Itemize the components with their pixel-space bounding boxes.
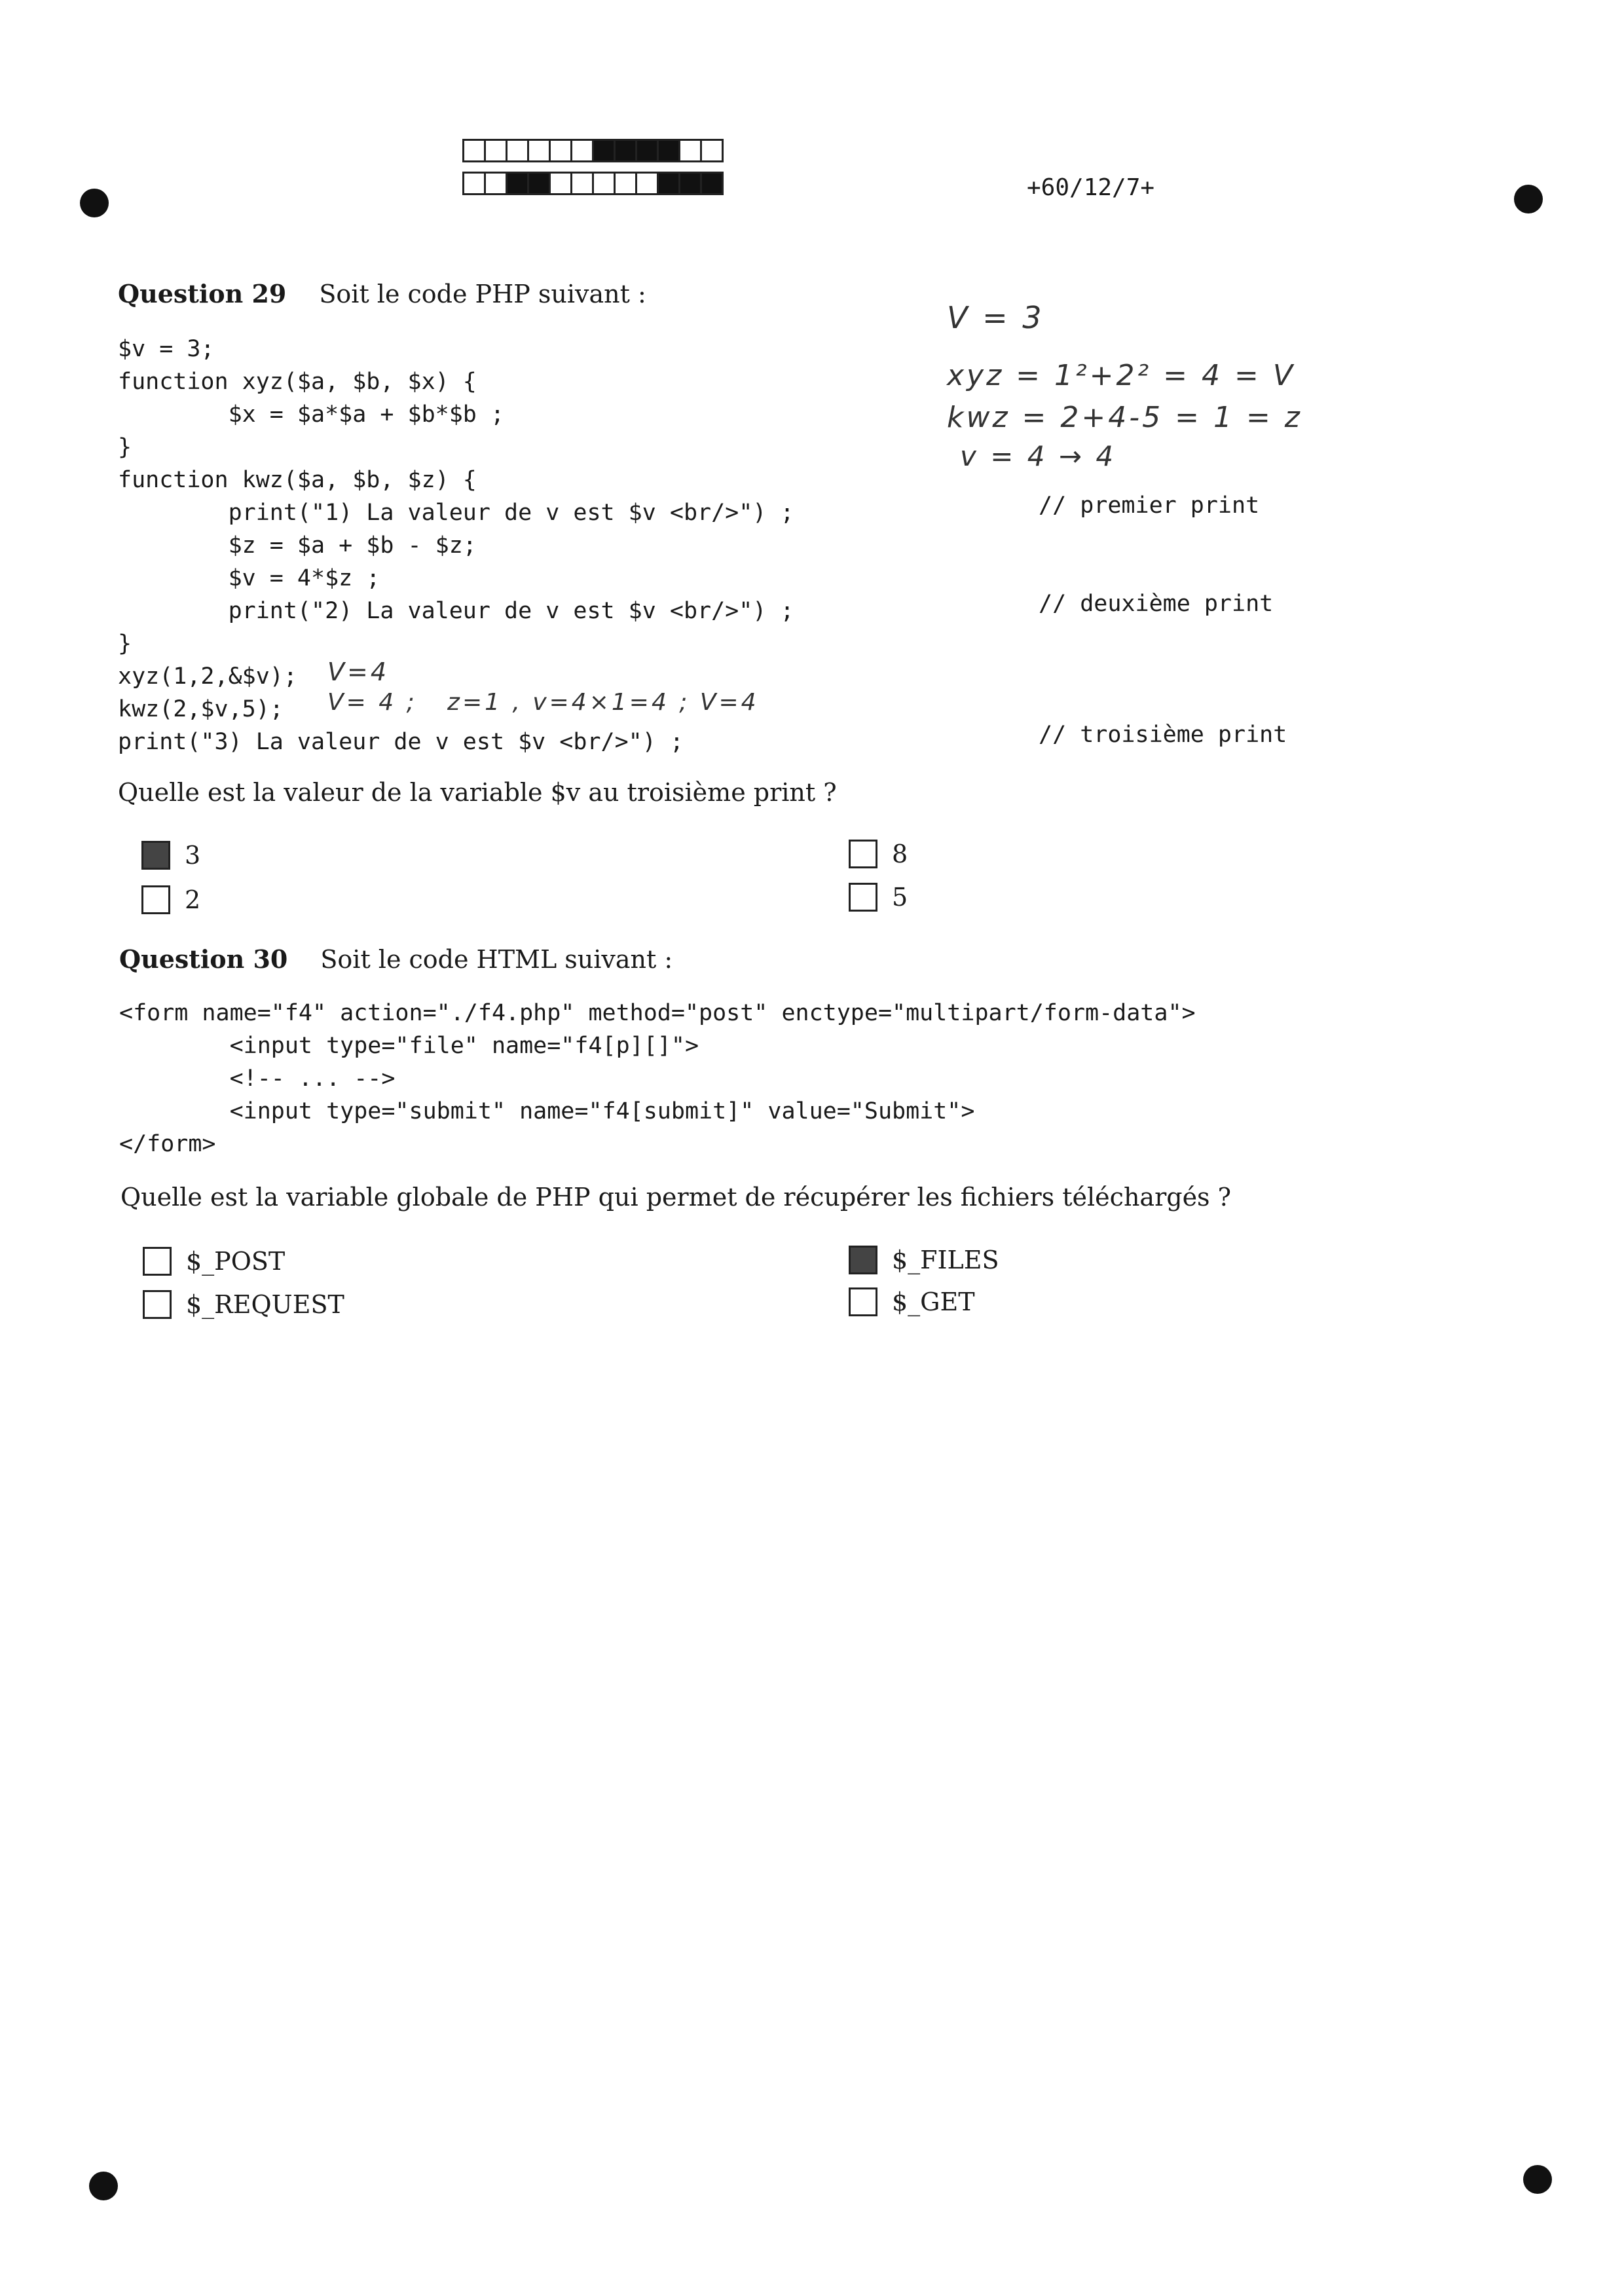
answer-label: $_POST xyxy=(186,1247,286,1276)
barcode-cell xyxy=(657,139,680,162)
barcode-top xyxy=(462,139,722,162)
barcode-cell xyxy=(527,139,551,162)
barcode-cell xyxy=(678,139,702,162)
answer-label: 3 xyxy=(185,841,201,870)
answer-checkbox[interactable] xyxy=(849,1287,877,1316)
answer-checkbox[interactable] xyxy=(849,1246,877,1274)
barcode-cell xyxy=(700,139,724,162)
answer-checkbox[interactable] xyxy=(143,1290,172,1319)
answer-checkbox[interactable] xyxy=(849,883,877,912)
barcode-cell xyxy=(657,172,680,195)
answer-label: 5 xyxy=(892,883,908,912)
answer-label: $_FILES xyxy=(892,1246,999,1274)
answer-checkbox[interactable] xyxy=(143,1247,172,1276)
handwritten-note: V=4 xyxy=(327,657,390,686)
registration-mark-bottom-left xyxy=(89,2172,118,2200)
page-id: +60/12/7+ xyxy=(1027,174,1155,201)
registration-mark-bottom-right xyxy=(1523,2165,1552,2194)
handwritten-note: V = 3 xyxy=(947,300,1044,335)
barcode-cell xyxy=(570,139,594,162)
answer-option[interactable] xyxy=(849,840,908,868)
barcode-cell xyxy=(570,172,594,195)
answer-option[interactable] xyxy=(849,1246,999,1274)
answer-label: $_GET xyxy=(892,1287,975,1316)
question-29-prompt: Quelle est la valeur de la variable $v au troisième print ? xyxy=(118,778,837,807)
handwritten-note: V= 4 ; z=1 , v=4×1=4 ; V=4 xyxy=(327,689,759,716)
barcode-cell xyxy=(527,172,551,195)
answer-checkbox[interactable] xyxy=(141,841,170,870)
html-code-block: <form name="f4" action="./f4.php" method="post" enctype="multipart/form-data"> <input type="file" name="f4[p][]"> <!-- ... --> <input type="submit" name="f4[submit]" value="Submit"> </form> xyxy=(119,1000,1196,1157)
barcode-cell xyxy=(614,139,637,162)
php-code-block: $v = 3; function xyz($a, $b, $x) { $x = $a*$a + $b*$b ; } function kwz($a, $b, $z) { print("1) La valeur de v est $v <br/>") ; $z = $a + $b - $z; $v = 4*$z ; print("2) La valeur de v est $v <br/>") ; } xyz(1,2,&$v); kwz(2,$v,5); print("3) La valeur de v est $v <br/>") ; xyxy=(118,336,794,755)
comment-third-print: // troisième print xyxy=(1039,722,1287,748)
barcode-cell xyxy=(614,172,637,195)
barcode-cell xyxy=(506,172,529,195)
barcode-cell xyxy=(635,172,659,195)
question-30-prompt: Quelle est la variable globale de PHP qui permet de récupérer les fichiers téléchargés ? xyxy=(120,1183,1232,1212)
handwritten-note: xyz = 1²+2² = 4 = V xyxy=(947,359,1295,392)
comment-first-print: // premier print xyxy=(1039,492,1260,519)
barcode-cell xyxy=(506,139,529,162)
registration-mark-top-left xyxy=(80,189,109,217)
barcode-cell xyxy=(592,139,616,162)
barcode-cell xyxy=(484,172,507,195)
answer-label: $_REQUEST xyxy=(186,1290,344,1319)
answer-option[interactable] xyxy=(849,883,908,912)
answer-option[interactable] xyxy=(849,1287,975,1316)
answer-option[interactable] xyxy=(143,1247,285,1276)
answer-option[interactable] xyxy=(141,841,200,870)
barcode-cell xyxy=(462,172,486,195)
barcode-cell xyxy=(549,172,572,195)
question-number: Question 29 xyxy=(118,279,287,308)
barcode-cell xyxy=(635,139,659,162)
comment-second-print: // deuxième print xyxy=(1039,591,1274,617)
question-number: Question 30 xyxy=(119,944,288,974)
barcode-cell xyxy=(700,172,724,195)
handwritten-note: v = 4 → 4 xyxy=(960,440,1116,472)
question-intro: Soit le code HTML suivant : xyxy=(320,945,673,974)
answer-checkbox[interactable] xyxy=(849,840,877,868)
barcode-cell xyxy=(678,172,702,195)
barcode-cell xyxy=(592,172,616,195)
answer-option[interactable] xyxy=(143,1290,344,1319)
barcode-cell xyxy=(462,139,486,162)
registration-mark-top-right xyxy=(1514,185,1543,213)
handwritten-note: kwz = 2+4-5 = 1 = z xyxy=(947,401,1302,434)
answer-checkbox[interactable] xyxy=(141,885,170,914)
question-29-title xyxy=(118,279,646,308)
question-intro: Soit le code PHP suivant : xyxy=(319,280,646,308)
answer-option[interactable] xyxy=(141,885,200,914)
question-30-title xyxy=(119,944,673,974)
barcode-cell xyxy=(549,139,572,162)
answer-label: 2 xyxy=(185,885,201,914)
barcode-cell xyxy=(484,139,507,162)
barcode-bottom xyxy=(462,172,722,195)
answer-label: 8 xyxy=(892,840,908,868)
